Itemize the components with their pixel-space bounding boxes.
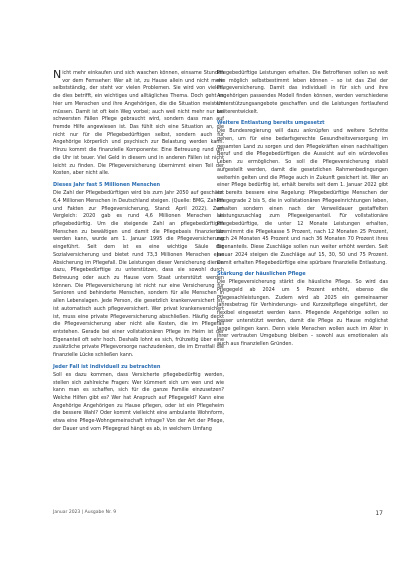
- section-heading: Dieses Jahr fast 5 Millionen Menschen: [53, 182, 161, 189]
- body-paragraph: Die Bundesregierung will dazu anknüpfen und weitere Schritte gehen, um für eine bedarfsgerechte Gesundheitsversorgung im gesamten Land zu sorgen und den Pflegekräften einen nachhaltigen Beruf und die Pflegebedürftigen die Aussicht auf ein würdevolles Leben zu ermöglichen. So soll die Pflegeversicherung stabil aufgestellt werden, damit die gesetzlichen Rahmenbedingungen weiterhin gelten und die Pflege auch in Zukunft gesichert ist. Wer an einer Pflege bedürftig ist, erhält bereits seit dem 1. Januar 2022 gibt es bereits bessere eine Regelung: Pflegebedürftige Menschen der Pflegegrade 2 bis 5, die in vollstationären Pflegeeinrichtungen leben, erhalten sondern einen nach der Verweildauer gestaffelten Leistungszuschlag zum Pflegeeigenanteil. Für vollstationäre Pflegebedürftige, die unter 12 Monate Leistungen erhalten, übernimmt die Pflegekasse 5 Prozent, nach 12 Monaten 25 Prozent, nach 24 Monaten 45 Prozent und nach 36 Monaten 70 Prozent ihres Eigenanteils. Diese Zuschläge sollen nun weiter erhöht werden. Seit Januar 2024 steigen die Zuschläge auf 15, 30, 50 und 75 Prozent. Damit erhalten Pflegebedürftige eine spürbare finanzielle Entlastung.: [217, 128, 388, 266]
- issue-info: Januar 2023 | Ausgabe Nr. 9: [53, 510, 117, 515]
- body-paragraph: Nicht mehr einkaufen und sich waschen können, einsame Stunden vor dem Fernseher: Wer alt ist, zu Hause allein und nicht mehr selbstständig, der steht vor vielen Problemen. Sie wird von vielen, die dies betrifft, ein wichtiges und alltägliches Thema. Doch geht es hier um Menschen und ihre Angehörigen, die die Situation meistern müssen. Damit ist oft kein Weg vorbei; auch weil nicht mehr nur bei schwersten Fällen Pflege gebraucht wird, sondern dass man auf fremde Hilfe angewiesen ist. Das fühlt sich eine Situation an, die nicht nur für die Pflegebedürftigen selbst, sondern auch für Angehörige körperlich und psychisch zur Belastung werden kann. Hinzu kommt die finanzielle Komponente: Eine Betreuung rund um die Uhr ist teuer. Viel Geld in diesem und in anderen Fällen ist nicht leicht zu finden. Die Pflegeversicherung übernimmt einen Teil der Kosten, aber nicht alle.: [53, 68, 224, 177]
- body-paragraph: Pflegebedürftige Leistungen erhalten. Die Betroffenen sollen so weit wie möglich selbstbestimmt leben können – so ist das Ziel der Pflegeversicherung. Damit das individuell in für sich und ihre Angehörigen passendes Modell finden können, werden verschiedene Unterstützungsangebote geschaffen und die Leistungen fortlaufend weiterentwickelt.: [217, 70, 388, 115]
- right-column: [217, 70, 388, 353]
- body-paragraph: Die Zahl der Pflegebedürftigen wird bis zum Jahr 2050 auf geschätzt 6,4 Millionen Menschen in Deutschland steigen. (Quelle: BMG, Zahlen und Fakten zur Pflegeversicherung, Stand: April 2022). Zum Vergleich: 2020 gab es rund 4,6 Millionen Menschen als pflegebedürftig. Um die steigende Zahl an pflegebedürftigen Menschen zu bewältigen und damit die Pflegebasis finanzierbar werden kann, wurde am 1. Januar 1995 die Pflegeversicherung eingeführt. Seit dem ist es eine wichtige Säule der Sozialversicherung und bietet rund 73,3 Millionen Menschen eine Absicherung im Pflegefall. Die Leistungen dieser Versicherung dienen dazu, Pflegebedürftige zu unterstützen, dass sie sowohl durch Betreuung oder auch zu Hause vom Staat unterstützt werden können. Die Pflegeversicherung ist nicht nur eine Versicherung für Senioren und behinderte Menschen, sondern für alle Menschen in allen Lebenslagen. Jede Person, die gesetzlich krankenversichert ist, ist automatisch auch pflegeversichert. Wer privat krankenversichert ist, muss eine private Pflegeversicherung abschließen. Häufig deckt die Pflegeversicherung aber nicht alle Kosten, die im Pflegefall entstehen. Gerade bei einer vollstationären Pflege im Heim ist der Eigenanteil oft sehr hoch. Deshalb lohnt es sich, frühzeitig über eine zusätzliche private Pflegevorsorge nachzudenken, die im Ernstfall die finanzielle Lücke schließen kann.: [53, 190, 224, 359]
- body-paragraph: Soll es dazu kommen, dass Versicherte pflegebedürftig werden, stellen sich zahlreiche Fragen: Wer kümmert sich um wen und wie kann man es schaffen, sich für die ganze Familie einzusetzen? Welche Hilfen gibt es? Wer hat Anspruch auf Pflegegeld? Kann eine Angehörige Angehörigen zu Hause pflegen, oder ist ein Pflegeheim die bessere Wahl? Oder kommt vielleicht eine ambulante Wohnform, etwa eine Pflege-Wohngemeinschaft infrage? Von der Art der Pflege, der Dauer und vom Pflegegrad hängt es ab, in welchem Umfang: [53, 371, 224, 432]
- section-heading: Weitere Entlastung bereits umgesetzt: [217, 120, 325, 127]
- section-heading: Stärkung der häuslichen Pflege: [217, 271, 306, 278]
- left-column: [53, 70, 224, 438]
- page-number: 17: [375, 510, 383, 517]
- section-heading: Jeder Fall ist individuell zu betrachten: [53, 363, 161, 370]
- body-paragraph: Die Pflegeversicherung stärkt die häusliche Pflege. So wird das Pflegegeld ab 2024 um 5 Prozent erhöht, ebenso die Pflegesachleistungen. Zudem wird ab 2025 ein gemeinsamer Jahresbetrag für Verhinderungs- und Kurzzeitpflege eingeführt, der flexibel eingesetzt werden kann. Pflegende Angehörige sollen so besser unterstützt werden, damit die Pflege zu Hause möglichst lange gelingen kann. Denn viele Menschen wollen auch im Alter in ihrer vertrauten Umgebung bleiben – sowohl aus emotionalen als auch aus finanziellen Gründen.: [217, 279, 388, 347]
